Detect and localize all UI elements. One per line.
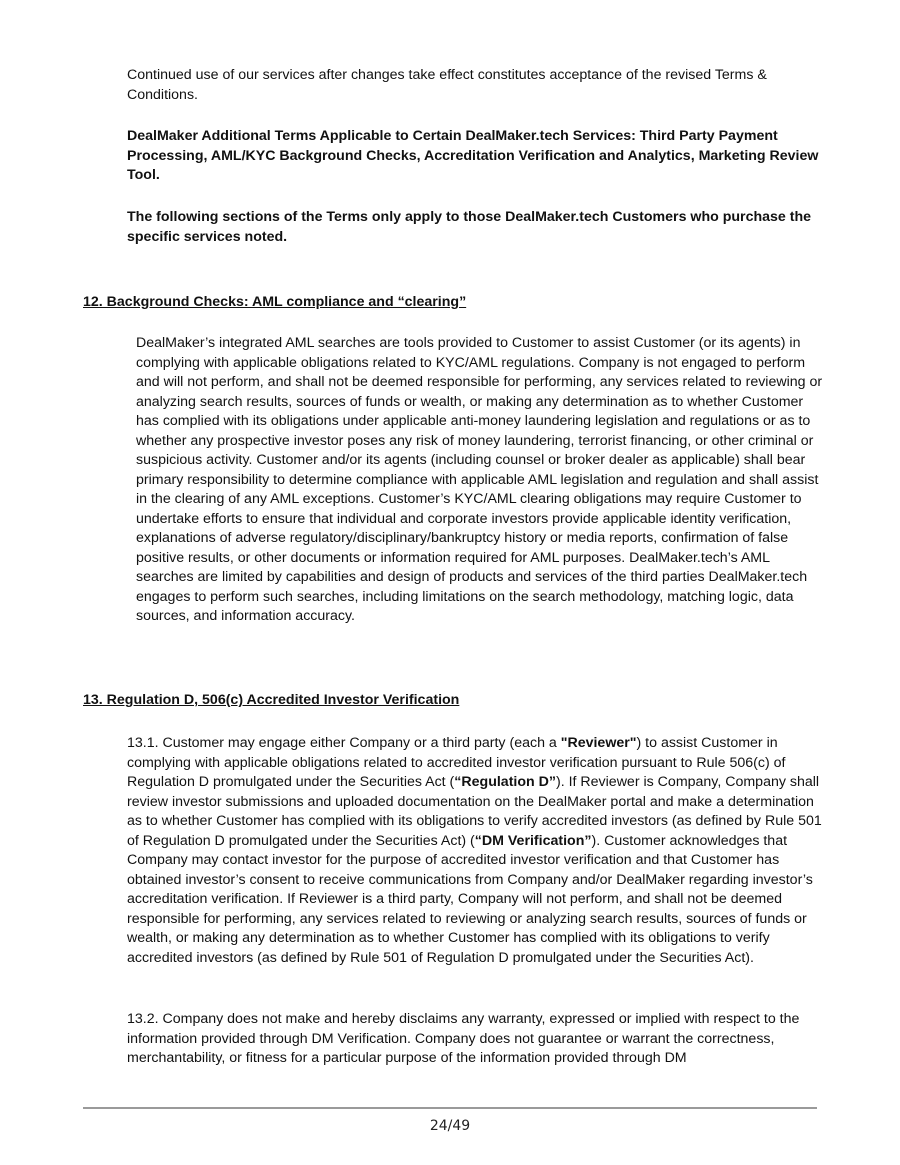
section-13-1-paragraph [127, 734, 827, 968]
section-13-1-text-d: ). Customer acknowledges that Company may contact investor for the purpose of accredited investor verification and that Customer has obtained investor’s consent to receive communications from Company and/or DealMaker regarding investor’s accreditation verification. If Reviewer is a third party, Company will not perform, and shall not be deemed responsible for performing, any services related to reviewing or analyzing search results, sources of funds or wealth, or making any determination as to whether Customer has complied with its obligations to verify accredited investors (as defined by Rule 501 of Regulation D promulgated under the Securities Act). [127, 832, 813, 966]
section-13-1-text-a: 13.1. Customer may engage either Company or a third party (each a [127, 735, 561, 751]
additional-terms-note: The following sections of the Terms only apply to those DealMaker.tech Customers who purchase the specific services noted. [127, 209, 812, 245]
footer-divider [83, 1107, 817, 1109]
page-number: 24/49 [429, 1118, 471, 1134]
section-13-heading: 13. Regulation D, 506(c) Accredited Investor Verification [83, 692, 460, 708]
section-13-1-text-c: ). If Reviewer is Company, Company shall review investor submissions and uploaded documentation on the DealMaker portal and make a determination as to whether Customer has complied with its obligations to verify accredited investors (as defined by Rule 501 of Regulation D promulgated under the Securities Act) ( [127, 774, 822, 849]
intro-paragraph: Continued use of our services after changes take effect constitutes acceptance of the revised Terms & Conditions. [127, 67, 767, 103]
section-13-2-paragraph: 13.2. Company does not make and hereby disclaims any warranty, expressed or implied with respect to the information provided through DM Verification. Company does not guarantee or warrant the correctness, merchantability, or fitness for a particular purpose of the information provided through DM [127, 1011, 800, 1066]
term-dm-verification: “DM Verification” [474, 832, 592, 849]
term-reviewer: "Reviewer" [560, 735, 637, 751]
section-12-body: DealMaker’s integrated AML searches are tools provided to Customer to assist Customer (or its agents) in complying with applicable obligations related to KYC/AML regulations. Company is not engaged to perform and will not perform, and shall not be deemed responsible for performing, any services related to reviewing or analyzing search results, sources of funds or wealth, or making any determination as to whether Customer has complied with its obligations under applicable anti-money laundering legislation and regulations or as to whether any prospective investor poses any risk of money laundering, terrorist financing, or other criminal or suspicious activity. Customer and/or its agents (including counsel or broker dealer as applicable) shall bear primary responsibility to determine compliance with applicable AML legislation and regulation and shall assist in the clearing of any AML exceptions. Customer’s KYC/AML clearing obligations may require Customer to undertake efforts to ensure that individual and corporate investors provide applicable identity verification, explanations of adverse regulatory/disciplinary/bankruptcy history or media reports, confirmation of false positive results, or other documents or information required for AML purposes. DealMaker.tech’s AML searches are limited by capabilities and design of products and services of the third parties DealMaker.tech engages to perform such searches, including limitations on the search methodology, matching logic, data sources, and information accuracy. [136, 335, 823, 624]
section-13-1-text-b: ) to assist Customer in complying with applicable obligations related to accredited investor verification pursuant to Rule 506(c) of Regulation D promulgated under the Securities Act ( [127, 735, 786, 790]
term-regulation-d: “Regulation D” [454, 774, 556, 790]
additional-terms-title: DealMaker Additional Terms Applicable to Certain DealMaker.tech Services: Third Party Payment Processing, AML/KYC Background Checks, Accreditation Verification and Analytics, Marketing Review Tool. [127, 128, 819, 183]
section-12-heading: 12. Background Checks: AML compliance and “clearing” [83, 294, 467, 310]
